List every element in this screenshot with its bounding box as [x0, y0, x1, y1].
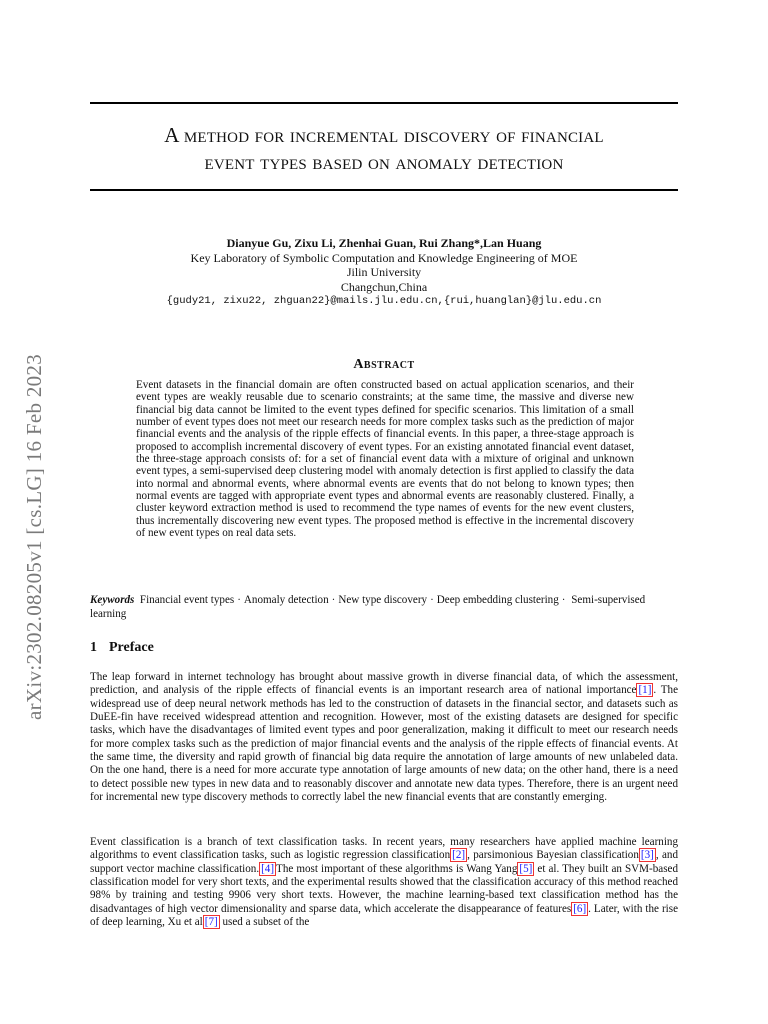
citation-link-1[interactable]: [1]: [638, 684, 652, 697]
author-affiliation: Key Laboratory of Symbolic Computation and Knowledge Engineering of MOE: [190, 250, 578, 265]
section-title: Preface: [109, 640, 154, 655]
keywords-block: [90, 593, 678, 621]
keyword-separator: ·: [237, 594, 241, 606]
arxiv-identifier-stamp: arXiv:2302.08205v1 [cs.LG] 16 Feb 2023: [22, 353, 46, 720]
paper-title-line-1: A method for incremental discovery of financial: [164, 123, 604, 147]
body-paragraph-1: [90, 671, 678, 804]
author-block: [90, 236, 678, 309]
author-university: Jilin University: [346, 265, 422, 279]
paper-title: [90, 122, 678, 176]
author-names: Dianyue Gu, Zixu Li, Zhenhai Guan, Rui Zhang*,Lan Huang: [226, 236, 542, 250]
paragraph-text: et al. They built an SVM-based classification model for very short texts, and the experimental results showed that the classification accuracy of this method reached 98% by training and testing 9906 very short texts. However, the machine learning-based text classification method has the disadvantages of high vector dimensionality and sparse data, which accelerate the disappearance of features: [90, 862, 678, 915]
abstract-heading: Abstract: [353, 357, 415, 372]
citation-link-3[interactable]: [3]: [640, 849, 654, 862]
citation-link-5[interactable]: [5]: [519, 862, 533, 875]
abstract-text: Event datasets in the financial domain are often constructed based on actual application scenarios, and their event types are weakly reusable due to scenario constraints; at the same time, the massive and diverse new financial big data cannot be limited to the event types defined for specific scenarios. This limitation of a small number of event types does not meet our research needs for more complex tasks such as the prediction of major financial events and the analysis of the ripple effects of financial events. In this paper, a three-stage approach is proposed to accomplish incremental discovery of event types. For an existing annotated financial event dataset, the three-stage approach consists of: for a set of financial event data with a mixture of original and unknown event types, a semi-supervised deep clustering model with anomaly detection is first applied to classify the data into normal and abnormal events, where abnormal events are events that do not belong to known types; then normal events are tagged with appropriate event types and abnormal events are reasonably clustered. Finally, a cluster keyword extraction method is used to recommend the type names of events for the new event clusters, thus incrementally discovering new event types. The proposed method is effective in the incremental discovery of new event types on real data sets.: [136, 379, 634, 540]
citation-link-7[interactable]: [7]: [204, 916, 218, 929]
paper-title-line-2: event types based on anomaly detection: [204, 150, 564, 174]
keyword-item: Deep embedding clustering: [436, 594, 559, 606]
paragraph-text: The most important of these algorithms is Wang Yang: [276, 862, 518, 875]
citation-link-6[interactable]: [6]: [573, 902, 587, 915]
paragraph-text: . Later, with the rise of deep learning, Xu et al: [90, 902, 678, 929]
keyword-item: New type discovery: [338, 594, 428, 606]
paragraph-text: , and support vector machine classification.: [90, 849, 678, 875]
paragraph-text: used a subset of the: [219, 916, 310, 929]
paragraph-text: Event classification is a branch of text classification tasks. In recent years, many researchers have applied machine learning algorithms to event classification tasks, such as logistic regression classification: [90, 836, 678, 862]
keyword-item: Anomaly detection: [243, 594, 329, 606]
keywords-label: Keywords: [90, 594, 135, 606]
body-paragraph-2: [90, 836, 678, 929]
citation-link-4[interactable]: [4]: [261, 862, 275, 875]
paragraph-text: . The widespread use of deep neural network methods has led to the construction of datasets in the financial sector, and datasets such as DuEE-fin have received widespread attention and recognition. However, most of the existing datasets are designed for specific tasks, which have the disadvantages of limited event types and poor generalization, making it difficult to meet our research needs for more complex tasks such as the prediction of major financial events and the analysis of the ripple effects of financial events. At the same time, the diversity and rapid growth of financial big data require the annotation of large amounts of new unlabeled data. On the one hand, there is a need for more accurate type annotation of large amounts of new data; on the other hand, there is a need to detect possible new types in new data and to reasonably discover and annotate new data types. Therefore, there is an urgent need for incremental new type discovery methods to correctly label the new financial events that are constantly emerging.: [90, 684, 679, 804]
citation-link-2[interactable]: [2]: [452, 849, 466, 862]
author-city: Changchun,China: [340, 279, 428, 294]
keyword-separator: ·: [430, 594, 434, 606]
title-bottom-rule: [90, 189, 678, 191]
keyword-item: Financial event types: [139, 594, 235, 606]
section-number: 1: [90, 640, 97, 655]
section-heading: [90, 640, 154, 656]
keyword-item: Semi-supervised learning: [90, 594, 646, 620]
keyword-separator: ·: [561, 594, 566, 606]
keyword-separator: ·: [331, 594, 336, 606]
paragraph-text: , parsimonious Bayesian classification: [467, 849, 639, 862]
title-top-rule: [90, 102, 678, 104]
paragraph-text: The leap forward in internet technology has brought about massive growth in diverse financial data, of which the assessment, prediction, and analysis of the ripple effects of financial events is an important research area of national importance: [90, 671, 678, 697]
author-emails: {gudy21, zixu22, zhguan22}@mails.jlu.edu.cn,{rui,huanglan}@jlu.edu.cn: [166, 295, 602, 307]
